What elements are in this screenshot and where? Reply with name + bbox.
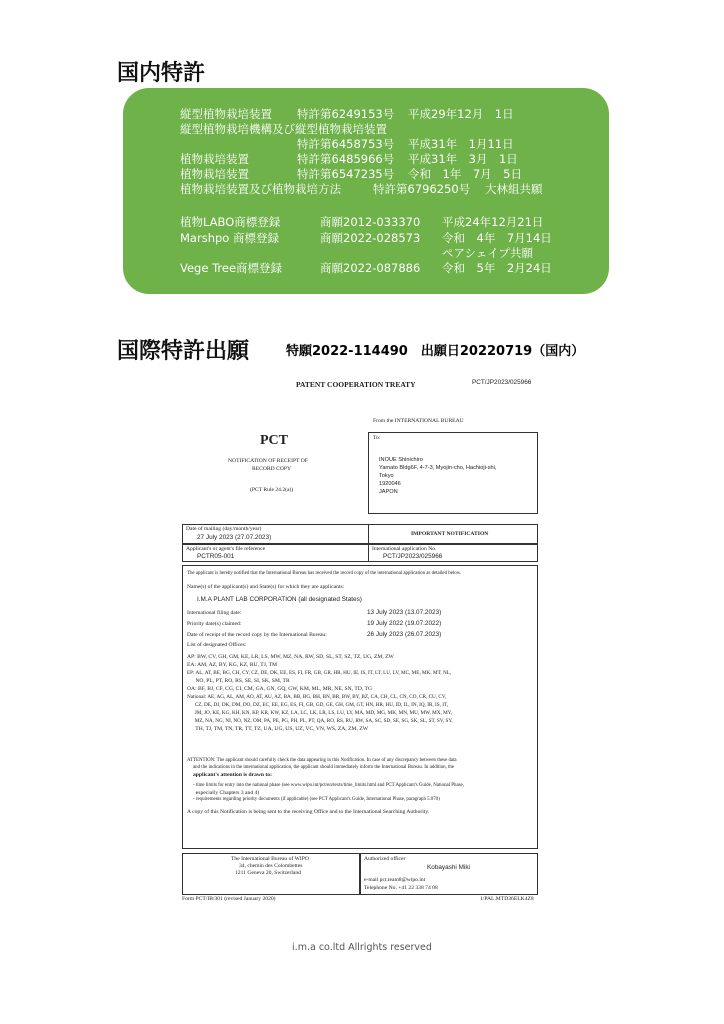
office-line: CZ, DE, DJ, DK, DM, DO, DZ, EC, EE, EG, ES, FI, GB, GD, GE, GH, GM, GT, HN, HR, HU, ID, IL, IN, IQ, IR, IS, IT, — [187, 702, 449, 708]
trademark-note: ペアシェイプ共願 — [442, 246, 533, 260]
addressee-line: Yamato Bldg6F, 4-7-3, Myojin-cho, Hachioji-shi, — [379, 465, 497, 471]
date-value: 19 July 2022 (19.07.2022) — [367, 620, 442, 627]
attention-line: applicant's attention is drawn to: — [193, 772, 272, 778]
intl-application-number: PCT/JP2023/025966 — [383, 553, 443, 560]
reference-box — [182, 544, 538, 562]
copyright-footer: i.m.a co.ltd Allrights reserved — [292, 942, 432, 953]
patent-date: 平成31年 1月11日 — [408, 137, 514, 151]
office-line: NO, PL, PT, RO, RS, SE, SI, SK, SM, TR — [187, 678, 290, 684]
wipo-address-line: The International Bureau of WIPO — [231, 856, 309, 862]
officer-box — [360, 853, 538, 895]
attention-line: especially Chapters 3 and 4) — [193, 790, 260, 796]
from-label: From the INTERNATIONAL BUREAU — [373, 418, 464, 424]
file-reference: PCTR05-001 — [197, 553, 235, 560]
pct-rule: (PCT Rule 24.2(a)) — [250, 487, 294, 493]
trademark-number: 商願2022-087886 — [320, 261, 421, 275]
officer-name: Kobayashi Miki — [427, 864, 470, 871]
trademark-name: Marshpo 商標登録 — [180, 231, 279, 245]
patent-number: 特許第6547235号 — [297, 167, 395, 181]
patent-date: 平成31年 3月 1日 — [408, 152, 518, 166]
important-notification: IMPORTANT NOTIFICATION — [411, 531, 489, 537]
patent-name: 植物栽培装置及び植物栽培方法 — [180, 182, 341, 196]
attention-line: - time limits for entry into the national phase (see www.wipo.int/pct/en/texts/time_limits.html and PCT Applicant's Guide, National Phase, — [193, 783, 464, 788]
wipo-address-line: 34, chemin des Colombettes — [239, 863, 303, 869]
trademark-date: 平成24年12月21日 — [442, 215, 544, 229]
mailing-box — [182, 524, 538, 544]
addressee-line: INOUE Shinichiro — [379, 457, 423, 463]
date-label: Priority date(s) claimed: — [187, 621, 242, 627]
attention-line: and the indications in the international application, the applicant should immediately inform the International Bureau. In addition, the — [193, 765, 455, 770]
officer-telephone: Telephone No. +41 22 338 74 08 — [364, 885, 438, 891]
wipo-address-line: 1211 Geneva 20, Switzerland — [235, 870, 301, 876]
pct-notification-document — [170, 372, 550, 902]
addressee-line: Tokyo — [379, 473, 394, 479]
trademark-date: 令和 5年 2月24日 — [442, 261, 552, 275]
office-line: EA: AM, AZ, BY, KG, KZ, RU, TJ, TM — [187, 662, 277, 668]
officer-email: e-mail pct.team8@wipo.int — [364, 877, 426, 883]
notification-subtitle: RECORD COPY — [252, 466, 292, 472]
office-line: MZ, NA, NG, NI, NO, NZ, OM, PA, PE, PG, PH, PL, PT, QA, RO, RS, RU, RW, SA, SC, SD, SE, SG, SK, SL, ST, SV, SY, — [187, 718, 453, 724]
date-label: Date of receipt of the record copy by the International Bureau: — [187, 632, 327, 638]
applicants-label: Name(s) of the applicant(s) and State(s) for which they are applicants: — [187, 584, 345, 590]
addressee-line: 1920046 — [379, 481, 401, 487]
patent-name: 縦型植物栽培装置 — [180, 107, 272, 121]
patent-note: 大林組共願 — [485, 182, 543, 196]
date-value: 26 July 2023 (26.07.2023) — [367, 631, 442, 638]
top-reference: PCT/JP2023/025966 — [472, 379, 532, 386]
office-line: JM, JO, KE, KG, KH, KN, KP, KR, KW, KZ, LA, LC, LK, LR, LS, LU, LY, MA, MD, MG, MK, MN, MU, MW, MX, MY, — [187, 710, 453, 716]
patent-name: 縦型植物栽培機構及び縦型植物栽培装置 — [180, 122, 387, 136]
trademark-name: Vege Tree商標登録 — [180, 261, 283, 275]
notification-body — [182, 565, 538, 849]
attention-line: ATTENTION: The applicant should carefully check the data appearing in this Notification. In case of any discrepancy between these data — [187, 758, 457, 763]
officer-label: Authorized officer — [364, 856, 406, 862]
patent-name: 植物栽培装置 — [180, 152, 249, 166]
international-title: 国際特許出願 — [117, 339, 250, 364]
mailing-label: Date of mailing (day/month/year) — [186, 526, 262, 532]
mailing-date: 27 July 2023 (27.07.2023) — [197, 534, 272, 541]
date-value: 13 July 2023 (13.07.2023) — [367, 609, 442, 616]
to-label: To: — [373, 435, 381, 441]
wipo-address-box — [182, 853, 360, 895]
pct-heading: PCT — [260, 433, 288, 448]
patent-number: 特許第6796250号 — [373, 182, 471, 196]
patent-date: 令和 1年 7月 5日 — [408, 167, 522, 181]
patent-number: 特許第6485966号 — [297, 152, 395, 166]
form-id: Form PCT/IB/301 (revised January 2020) — [182, 896, 276, 902]
addressee-box — [368, 432, 538, 514]
office-line: OA: BF, BJ, CF, CG, CI, CM, GA, GN, GQ, GW, KM, ML, MR, NE, SN, TD, TG — [187, 686, 373, 692]
office-line: EP: AL, AT, BE, BG, CH, CY, CZ, DE, DK, EE, ES, FI, FR, GB, GR, HR, HU, IE, IS, IT, LT, LU, LV, MC, ME, MK, MT, NL, — [187, 670, 452, 676]
international-application: 特願2022-114490 出願日20220719（国内） — [286, 344, 585, 359]
trademark-number: 商願2012-033370 — [320, 215, 421, 229]
patent-number: 特許第6458753号 — [297, 137, 395, 151]
patent-number: 特許第6249153号 — [297, 107, 395, 121]
patent-name: 植物栽培装置 — [180, 167, 249, 181]
copy-note: A copy of this Notification is being sent to the receiving Office and to the International Searching Authority. — [187, 809, 430, 815]
file-reference-label: Applicant's or agent's file reference — [186, 546, 266, 552]
office-line: TH, TJ, TM, TN, TR, TT, TZ, UA, UG, US, UZ, VC, VN, WS, ZA, ZM, ZW — [187, 726, 368, 732]
intl-application-label: International application No. — [372, 546, 437, 552]
trademark-number: 商願2022-028573 — [320, 231, 421, 245]
attention-line: - requirements regarding priority documents (if applicable) (see PCT Applicant's Guide, International Phase, paragraph 5.070) — [193, 797, 440, 802]
treaty-title: PATENT COOPERATION TREATY — [296, 380, 416, 389]
trademark-name: 植物LABO商標登録 — [180, 215, 281, 229]
date-label: International filing date: — [187, 610, 242, 616]
trademark-date: 令和 4年 7月14日 — [442, 231, 552, 245]
document-code: 1/PAL.MTD36ELK4Z8 — [480, 896, 534, 902]
office-line: AP: BW, CV, GH, GM, KE, LR, LS, MW, MZ, NA, RW, SD, SL, ST, SZ, TZ, UG, ZM, ZW — [187, 654, 394, 660]
offices-label: List of designated Offices: — [187, 642, 247, 648]
office-line: National: AE, AG, AL, AM, AO, AT, AU, AZ, BA, BB, BG, BH, BN, BR, BW, BY, BZ, CA, CH, CL, CN, CO, CR, CU, CV, — [187, 694, 447, 700]
domestic-title: 国内特許 — [117, 61, 206, 86]
addressee-line: JAPON — [379, 489, 398, 495]
notification-title: NOTIFICATION OF RECEIPT OF — [228, 458, 308, 464]
applicant-name: I.M.A PLANT LAB CORPORATION (all designated States) — [197, 596, 362, 603]
notified-text: The applicant is hereby notified that the International Bureau has received the record copy of the international application as detailed below. — [187, 571, 462, 576]
patent-date: 平成29年12月 1日 — [408, 107, 514, 121]
